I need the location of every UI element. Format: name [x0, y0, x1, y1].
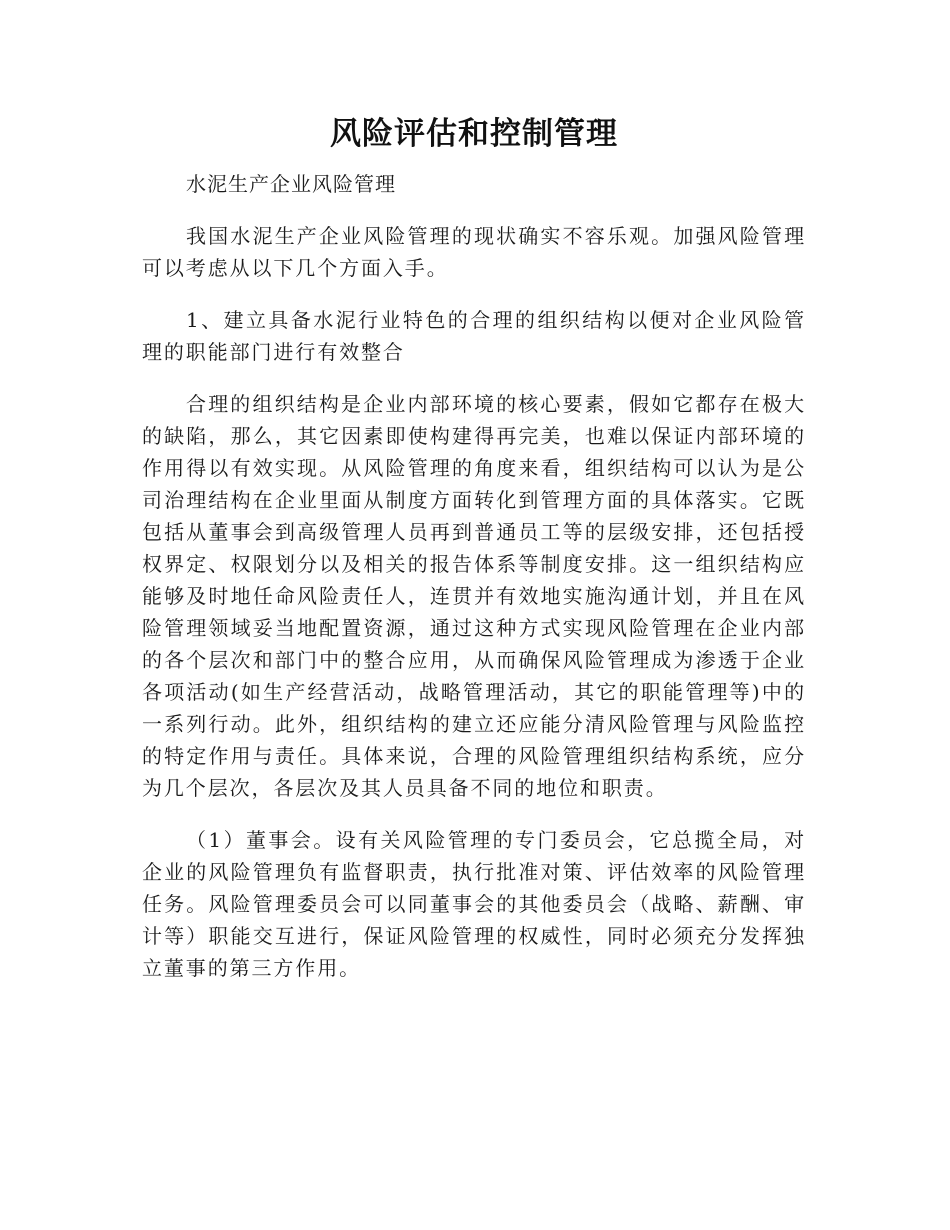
section-subtitle: 水泥生产企业风险管理	[186, 172, 396, 196]
paragraph-board: （1）董事会。设有关风险管理的专门委员会，它总揽全局，对企业的风险管理负有监督职责，执行批准对策、评估效率的风险管理任务。风险管理委员会可以同董事会的其他委员会（战略、薪酬、审计等）职能交互进行，保证风险管理的权威性，同时必须充分发挥独立董事的第三方作用。	[142, 828, 806, 980]
page-title: 风险评估和控制管理	[330, 116, 618, 152]
paragraph-heading-1: 1、建立具备水泥行业特色的合理的组织结构以便对企业风险管理的职能部门进行有效整合	[142, 308, 806, 364]
document-page	[142, 0, 806, 984]
paragraph-intro: 我国水泥生产企业风险管理的现状确实不容乐观。加强风险管理可以考虑从以下几个方面入手。	[142, 224, 806, 280]
paragraph-org-structure: 合理的组织结构是企业内部环境的核心要素，假如它都存在极大的缺陷，那么，其它因素即使构建得再完美，也难以保证内部环境的作用得以有效实现。从风险管理的角度来看，组织结构可以认为是公司治理结构在企业里面从制度方面转化到管理方面的具体落实。它既包括从董事会到高级管理人员再到普通员工等的层级安排，还包括授权界定、权限划分以及相关的报告体系等制度安排。这一组织结构应能够及时地任命风险责任人，连贯并有效地实施沟通计划，并且在风险管理领域妥当地配置资源，通过这种方式实现风险管理在企业内部的各个层次和部门中的整合应用，从而确保风险管理成为渗透于企业各项活动(如生产经营活动，战略管理活动，其它的职能管理等)中的一系列行动。此外，组织结构的建立还应能分清风险管理与风险监控的特定作用与责任。具体来说，合理的风险管理组织结构系统，应分为几个层次，各层次及其人员具备不同的地位和职责。	[142, 392, 806, 800]
